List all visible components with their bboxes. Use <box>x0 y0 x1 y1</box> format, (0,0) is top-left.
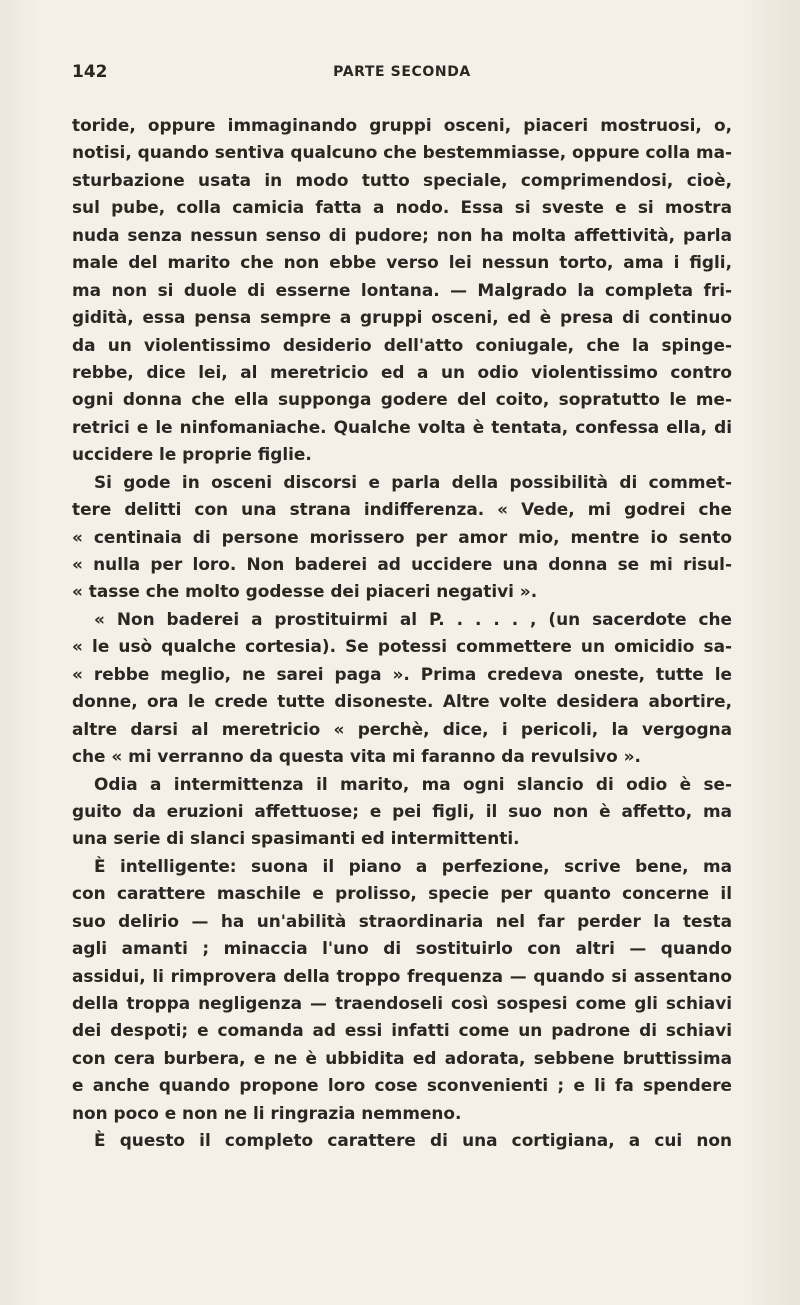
page-header <box>72 62 732 86</box>
text-line: toride, oppure immaginando gruppi osceni, piaceri mostruosi, o, <box>72 115 732 135</box>
text-line: male del marito che non ebbe verso lei nessun torto, ama i figli, <box>72 252 732 273</box>
text-line: « Non baderei a prostituirmi al P. . . . . , (un sacerdote che <box>94 608 732 629</box>
text-line: « centinaia di persone morissero per amor mio, mentre io sento <box>72 526 732 547</box>
text-line: nuda senza nessun senso di pudore; non ha molta affettività, parla <box>72 224 732 245</box>
text-line: da un violentissimo desiderio dell'atto coniugale, che la spinge- <box>72 334 732 355</box>
text-line: uccidere le proprie figlie. <box>72 444 312 465</box>
text-line: « tasse che molto godesse dei piaceri negativi ». <box>72 581 538 602</box>
text-line: « rebbe meglio, ne sarei paga ». Prima credeva oneste, tutte le <box>72 663 732 684</box>
text-line: con cera burbera, e ne è ubbidita ed adorata, sebbene bruttissima <box>72 1047 732 1068</box>
text-line: assidui, li rimprovera della troppo frequenza — quando si assentano <box>72 965 732 986</box>
text-line: Si gode in osceni discorsi e parla della possibilità di commet- <box>94 471 732 492</box>
text-line: gidità, essa pensa sempre a gruppi osceni, ed è presa di continuo <box>72 307 732 328</box>
text-line: dei despoti; e comanda ad essi infatti come un padrone di schiavi <box>72 1020 732 1041</box>
text-line: sturbazione usata in modo tutto speciale, comprimendosi, cioè, <box>72 169 732 190</box>
text-line: e anche quando propone loro cose sconvenienti ; e li fa spendere <box>72 1075 732 1096</box>
text-line: È intelligente: suona il piano a perfezione, scrive bene, ma <box>94 855 732 876</box>
text-line: ma non si duole di esserne lontana. — Malgrado la completa fri- <box>72 279 732 300</box>
text-line: Odia a intermittenza il marito, ma ogni slancio di odio è se- <box>94 773 732 794</box>
text-line: È questo il completo carattere di una cortigiana, a cui non <box>94 1130 732 1151</box>
text-line: retrici e le ninfomaniache. Qualche volta è tentata, confessa ella, di <box>72 416 732 437</box>
text-line: agli amanti ; minaccia l'uno di sostituirlo con altri — quando <box>72 938 732 959</box>
text-line: suo delirio — ha un'abilità straordinaria nel far perder la testa <box>72 910 732 931</box>
text-line: tere delitti con una strana indifferenza. « Vede, mi godrei che <box>72 499 732 520</box>
text-line: notisi, quando sentiva qualcuno che bestemmiasse, oppure colla ma- <box>72 142 732 163</box>
text-line: « nulla per loro. Non baderei ad uccidere una donna se mi risul- <box>72 554 732 574</box>
text-line: guito da eruzioni affettuose; e pei figli, il suo non è affetto, ma <box>72 800 732 821</box>
text-line: non poco e non ne li ringrazia nemmeno. <box>72 1102 462 1123</box>
body-text <box>72 112 732 1155</box>
text-line: ogni donna che ella supponga godere del coito, sopratutto le me- <box>72 389 732 410</box>
text-line: rebbe, dice lei, al meretricio ed a un odio violentissimo contro <box>72 361 732 382</box>
page-number: 142 <box>72 62 108 82</box>
text-line: « le usò qualche cortesia). Se potessi commettere un omicidio sa- <box>72 636 732 657</box>
running-head: PARTE SECONDA <box>333 64 471 80</box>
text-line: che « mi verranno da questa vita mi faranno da revulsivo ». <box>72 746 641 767</box>
text-line: della troppa negligenza — traendoseli così sospesi come gli schiavi <box>72 993 732 1013</box>
text-line: con carattere maschile e prolisso, specie per quanto concerne il <box>72 883 732 904</box>
text-line: altre darsi al meretricio « perchè, dice, i pericoli, la vergogna <box>72 718 732 739</box>
text-line: donne, ora le crede tutte disoneste. Altre volte desidera abortire, <box>72 691 732 712</box>
text-line: una serie di slanci spasimanti ed intermittenti. <box>72 828 520 849</box>
text-line: sul pube, colla camicia fatta a nodo. Essa si sveste e si mostra <box>72 197 732 218</box>
